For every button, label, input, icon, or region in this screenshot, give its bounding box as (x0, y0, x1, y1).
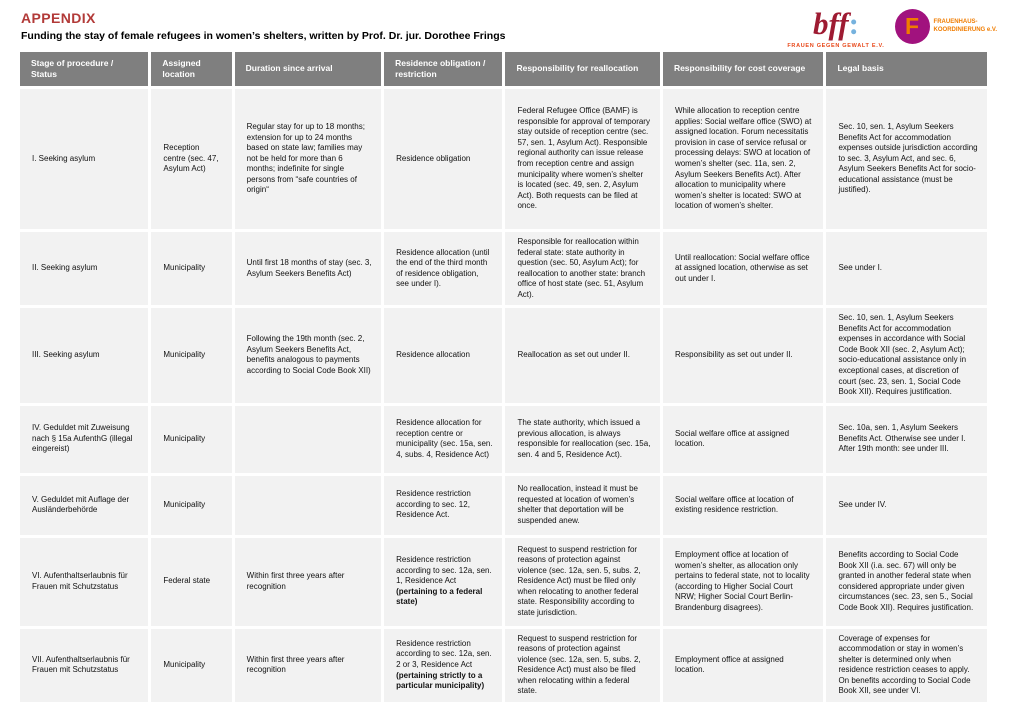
table-header-row (20, 52, 987, 86)
fhk-label-line1: FRAUENHAUS- (933, 18, 978, 25)
residence-bold-text: (pertaining to a federal state) (396, 586, 483, 607)
cell-duration: Following the 19th month (sec. 2, Asylum Seekers Benefits Act, benefits analogous to payments according to Social Code Book XII) (235, 308, 381, 402)
cell-status: VI. Aufenthaltserlaubnis für Frauen mit Schutzstatus (20, 538, 148, 626)
cell-legal-basis: Coverage of expenses for accommodation or stay in women’s shelter is determined only when residence restriction ceases to apply. On benefits according to Social Code Book XII, see under VI. (826, 629, 987, 702)
cell-assigned-location: Federal state (151, 538, 231, 626)
table-row (20, 89, 987, 229)
cell-assigned-location: Municipality (151, 476, 231, 535)
page-subtitle: Funding the stay of female refugees in women’s shelters, written by Prof. Dr. jur. Dorothee Frings (21, 30, 506, 42)
bff-colon: : (848, 6, 859, 41)
cell-residence-obligation (384, 629, 502, 702)
document-header (21, 10, 505, 42)
cell-reallocation: Request to suspend restriction for reasons of protection against violence (sec. 12a, sen. 5, subs. 2, Residence Act) must be filed only when relocating to another federal state. Responsibility according to state jurisdiction. (505, 538, 659, 626)
cell-assigned-location: Municipality (151, 629, 231, 702)
cell-status: III. Seeking asylum (20, 308, 148, 402)
cell-reallocation: The state authority, which issued a previous allocation, is always responsible for reallocation (sec. 15a, sen. 4 and 5, Residence Act). (505, 406, 659, 473)
cell-residence-obligation: Residence allocation for reception centre or municipality (sec. 15a, sen. 4, subs. 4, Residence Act) (384, 406, 502, 473)
cell-reallocation: Responsible for reallocation within federal state: state authority in question (sec. 50, Asylum Act); for reallocation to another state: branch office of host state (sec. 51, Asylum Act). (505, 232, 659, 305)
cell-duration: Until first 18 months of stay (sec. 3, Asylum Seekers Benefits Act) (235, 232, 381, 305)
cell-assigned-location: Reception centre (sec. 47, Asylum Act) (151, 89, 231, 229)
cell-reallocation: No reallocation, instead it must be requested at location of women’s shelter that deportation will be suspended anew. (505, 476, 659, 535)
table-row (20, 476, 987, 535)
column-header-reallocation: Responsibility for reallocation (505, 52, 659, 86)
cell-residence-obligation: Residence allocation (until the end of the third month of residence obligation, see under I). (384, 232, 502, 305)
fhk-label (934, 19, 997, 35)
cell-legal-basis: Sec. 10a, sen. 1, Asylum Seekers Benefits Act. Otherwise see under I. After 19th month: see under III. (826, 406, 987, 473)
cell-duration: Regular stay for up to 18 months; extension for up to 24 months based on state law; families may not be held for more than 6 months; indefinite for single persons from “safe countries of origin“ (235, 89, 381, 229)
table-row (20, 232, 987, 305)
cell-reallocation: Request to suspend restriction for reasons of protection against violence (sec. 12a, sen. 5, subs. 2, Residence Act) must also be filed when relocating within a federal state. (505, 629, 659, 702)
cell-legal-basis: Sec. 10, sen. 1, Asylum Seekers Benefits Act for accommodation expenses outside jurisdiction according to sec. 3, Asylum Act, and sec. 6, Asylum Seekers Benefits Act for socio-educational assistance (must be justified). (826, 89, 987, 229)
cell-legal-basis: Sec. 10, sen. 1, Asylum Seekers Benefits Act for accommodation expenses in accordance with Social Code Book XII (sec. 2, Asylum Act); socio-educational assistance only in exceptional cases, at discretion of court (sec. 23, sen. 1, Social Code Book XII). Requires justification. (826, 308, 987, 402)
cell-cost-coverage: Responsibility as set out under II. (663, 308, 824, 402)
cell-duration (235, 476, 381, 535)
cell-assigned-location: Municipality (151, 406, 231, 473)
cell-status: VII. Aufenthaltserlaubnis für Frauen mit Schutzstatus (20, 629, 148, 702)
cell-residence-obligation: Residence obligation (384, 89, 502, 229)
cell-duration: Within first three years after recognition (235, 629, 381, 702)
residence-bold-text: (pertaining strictly to a particular municipality) (396, 670, 485, 691)
column-header-cost-coverage: Responsibility for cost coverage (663, 52, 824, 86)
fhk-logo (895, 9, 997, 44)
table-row (20, 406, 987, 473)
cell-status: II. Seeking asylum (20, 232, 148, 305)
bff-wordmark-text: bff (812, 6, 849, 41)
residence-text: Residence restriction according to sec. 12a, sen. 1, Residence Act (396, 555, 492, 586)
cell-residence-obligation: Residence restriction according to sec. 12, Residence Act. (384, 476, 502, 535)
column-header-legal-basis: Legal basis (826, 52, 987, 86)
bff-logo (787, 6, 884, 49)
bff-wordmark (813, 6, 859, 41)
column-header-assigned-location: Assigned location (151, 52, 231, 86)
cell-reallocation: Federal Refugee Office (BAMF) is responsible for approval of temporary stay outside of reception centre (sec. 57, sen. 1, Asylum Act). Responsible regional authority can issue release from reception centre and assign municipality where women’s shelter is located (sec. 49, sen. 2, Asylum Act). Both requests can be filed at once. (505, 89, 659, 229)
bff-tagline: FRAUEN GEGEN GEWALT E.V. (787, 43, 885, 49)
column-header-residence-obligation: Residence obligation / restriction (384, 52, 502, 86)
cell-assigned-location: Municipality (151, 308, 231, 402)
cell-duration (235, 406, 381, 473)
table-row (20, 308, 987, 402)
cell-duration: Within first three years after recognition (235, 538, 381, 626)
cell-cost-coverage: While allocation to reception centre applies: Social welfare office (SWO) at assigned location. Forum necessitatis provision in case of service refusal or processing delays: SWO at location of women’s shelter (sec. 11a, sen. 2, Asylum Seekers Benefits Act). After allocation to municipality where women’s shelter is located: SWO at location of women’s shelter. (663, 89, 824, 229)
refugee-funding-table (17, 49, 990, 705)
table-row (20, 629, 987, 702)
fhk-label-line2: KOORDINIERUNG e.V. (933, 26, 997, 33)
cell-legal-basis: Benefits according to Social Code Book XII (i.a. sec. 67) will only be granted in another federal state when considered appropriate under given circumstances (sec. 23, sen 5., Social Code Book XII). Requires justification. (826, 538, 987, 626)
residence-text: Residence restriction according to sec. 12a, sen. 2 or 3, Residence Act (396, 638, 492, 670)
table-row (20, 538, 987, 626)
cell-cost-coverage: Employment office at location of women’s shelter, as allocation only pertains to federal state, not to locality (according to Higher Social Court NRW; Higher Social Court Berlin-Brandenburg disagrees). (663, 538, 824, 626)
column-header-duration: Duration since arrival (235, 52, 381, 86)
cell-cost-coverage: Social welfare office at location of existing residence restriction. (663, 476, 824, 535)
logo-area (787, 6, 997, 49)
fhk-circle-icon: F (895, 9, 930, 44)
cell-status: V. Geduldet mit Auflage der Ausländerbehörde (20, 476, 148, 535)
cell-assigned-location: Municipality (151, 232, 231, 305)
page-title: APPENDIX (21, 10, 96, 26)
cell-status: IV. Geduldet mit Zuweisung nach § 15a AufenthG (illegal eingereist) (20, 406, 148, 473)
cell-legal-basis: See under IV. (826, 476, 987, 535)
cell-residence-obligation (384, 538, 502, 626)
cell-legal-basis: See under I. (826, 232, 987, 305)
cell-reallocation: Reallocation as set out under II. (505, 308, 659, 402)
cell-cost-coverage: Until reallocation: Social welfare office at assigned location, otherwise as set out under I. (663, 232, 824, 305)
column-header-status: Stage of procedure / Status (20, 52, 148, 86)
cell-residence-obligation: Residence allocation (384, 308, 502, 402)
cell-cost-coverage: Social welfare office at assigned location. (663, 406, 824, 473)
cell-cost-coverage: Employment office at assigned location. (663, 629, 824, 702)
cell-status: I. Seeking asylum (20, 89, 148, 229)
